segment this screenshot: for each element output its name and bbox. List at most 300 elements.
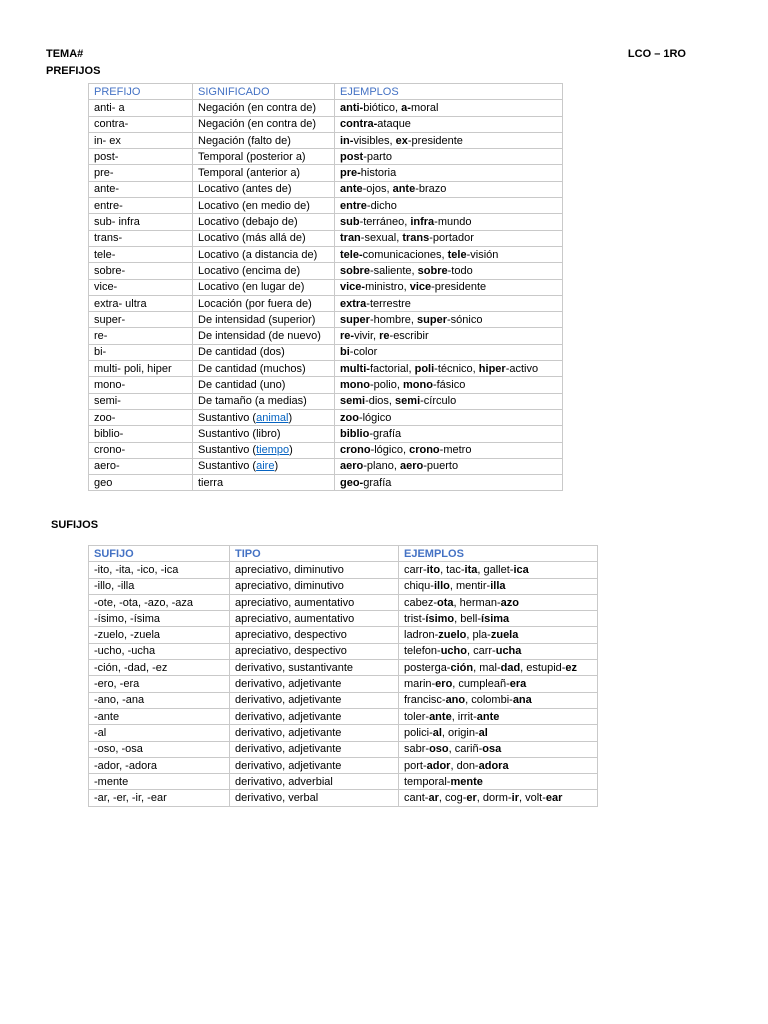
prefix-cell: entre- [89, 198, 193, 214]
meaning-cell [193, 312, 335, 328]
example-text: ladron- [404, 629, 439, 642]
suffix-cell: -ar, -er, -ir, -ear [89, 790, 230, 806]
example-bold: ear [545, 792, 563, 805]
prefix-cell: aero- [89, 458, 193, 474]
example-text: -portador [429, 232, 474, 245]
course-label: LCO – 1RO [627, 48, 686, 60]
examples-cell [399, 757, 598, 773]
examples-cell [335, 426, 563, 442]
example-text: -lógico, [370, 444, 410, 457]
type-cell: apreciativo, diminutivo [230, 578, 399, 594]
table-row [89, 246, 563, 262]
example-text: , mentir- [449, 580, 491, 593]
table-row [89, 132, 563, 148]
example-text: -hombre, [369, 313, 418, 326]
example-link[interactable]: animal [256, 411, 289, 424]
example-text: -parto [363, 150, 392, 163]
example-text: -terrestre [366, 297, 411, 310]
example-text: chiqu- [404, 580, 434, 593]
meaning-text: De cantidad (uno) [198, 378, 286, 391]
meaning-text: Locativo (debajo de) [198, 216, 298, 229]
example-text: -lógico [358, 411, 392, 424]
type-cell: apreciativo, despectivo [230, 643, 399, 659]
examples-cell [399, 725, 598, 741]
meaning-cell [193, 246, 335, 262]
suffix-cell: -oso, -osa [89, 741, 230, 757]
example-text: -activo [505, 362, 539, 375]
example-bold: ota [437, 596, 454, 609]
prefix-cell: sobre- [89, 263, 193, 279]
meaning-text: ) [288, 411, 293, 424]
examples-cell [399, 708, 598, 724]
example-bold: extra [340, 297, 367, 310]
type-cell: derivativo, adverbial [230, 774, 399, 790]
prefix-cell: in- ex [89, 132, 193, 148]
example-text: -plano, [363, 460, 400, 473]
example-bold: ísima [481, 612, 510, 625]
example-text: , mal- [473, 661, 501, 674]
meaning-text: Sustantivo ( [198, 444, 257, 457]
examples-cell [399, 790, 598, 806]
example-text: vivir, [354, 330, 380, 343]
suffix-cell: -al [89, 725, 230, 741]
table-row [89, 475, 563, 491]
example-bold: anti- [340, 101, 364, 114]
examples-cell [399, 692, 598, 708]
example-bold: ano [445, 694, 466, 707]
meaning-text: Locativo (encima de) [198, 264, 301, 277]
example-text: factorial, [369, 362, 415, 375]
example-bold: zuela [490, 629, 519, 642]
type-cell: apreciativo, aumentativo [230, 594, 399, 610]
meaning-text: Temporal (anterior a) [198, 167, 301, 180]
table-row [89, 757, 598, 773]
table-header-row [89, 546, 598, 562]
meaning-text: Locativo (antes de) [198, 183, 292, 196]
example-bold: sobre [417, 264, 448, 277]
examples-cell [335, 377, 563, 393]
table-row [89, 741, 598, 757]
example-text: -mundo [434, 216, 472, 229]
examples-cell [399, 774, 598, 790]
table-row [89, 578, 598, 594]
meaning-cell [193, 377, 335, 393]
example-bold: ante [476, 710, 500, 723]
example-text: , tac- [440, 563, 465, 576]
meaning-text: De cantidad (muchos) [198, 362, 306, 375]
meaning-cell [193, 279, 335, 295]
example-bold: dad [500, 661, 521, 674]
example-bold: er [466, 792, 477, 805]
example-bold: ica [513, 563, 529, 576]
meaning-text: Locativo (a distancia de) [198, 248, 318, 261]
suffix-cell: -zuelo, -zuela [89, 627, 230, 643]
example-text: -ojos, [362, 183, 393, 196]
example-bold: ex [395, 134, 408, 147]
prefix-cell: extra- ultra [89, 295, 193, 311]
examples-cell [335, 409, 563, 425]
example-bold: sobre [340, 264, 370, 277]
example-bold: osa [482, 743, 502, 756]
example-link[interactable]: tiempo [256, 444, 290, 457]
example-bold: tran [340, 232, 361, 245]
example-text: -círculo [420, 395, 457, 408]
topic-label: TEMA# [46, 48, 84, 60]
table-row [89, 611, 598, 627]
example-text: moral [410, 101, 439, 114]
example-text: temporal- [404, 775, 451, 788]
prefix-cell: anti- a [89, 100, 193, 116]
example-text: ministro, [365, 281, 410, 294]
examples-cell [335, 246, 563, 262]
example-bold: adora [478, 759, 509, 772]
examples-cell [335, 214, 563, 230]
example-text: carr- [404, 563, 427, 576]
example-text: -dios, [365, 395, 396, 408]
example-bold: ante [340, 183, 363, 196]
meaning-cell [193, 198, 335, 214]
example-bold: ísimo [425, 612, 455, 625]
example-text: , estupid- [520, 661, 566, 674]
prefix-cell: zoo- [89, 409, 193, 425]
examples-cell [399, 741, 598, 757]
meaning-cell [193, 116, 335, 132]
example-bold: illo [433, 580, 450, 593]
table-row [89, 442, 563, 458]
example-bold: ante [429, 710, 452, 723]
table-row [89, 344, 563, 360]
example-text: -sónico [447, 313, 483, 326]
example-bold: ito [426, 563, 441, 576]
table-row [89, 676, 598, 692]
meaning-text: Locativo (en lugar de) [198, 281, 305, 294]
example-text: cabez- [404, 596, 438, 609]
meaning-text: Negación (falto de) [198, 134, 291, 147]
table-row [89, 295, 563, 311]
example-bold: re [379, 330, 390, 343]
meaning-cell [193, 475, 335, 491]
example-bold: vice [409, 281, 432, 294]
example-bold: azo [500, 596, 519, 609]
example-bold: zoo [340, 411, 359, 424]
example-bold: vice- [340, 281, 366, 294]
examples-cell [399, 627, 598, 643]
example-bold: ana [512, 694, 532, 707]
example-link[interactable]: aire [256, 460, 275, 473]
prefix-cell: contra- [89, 116, 193, 132]
example-text: -metro [439, 444, 472, 457]
example-text: polici- [404, 726, 433, 739]
example-text: , dorm- [476, 792, 512, 805]
examples-cell [399, 562, 598, 578]
example-bold: ante [392, 183, 416, 196]
type-cell: derivativo, verbal [230, 790, 399, 806]
example-text: -presidente [431, 281, 487, 294]
example-text: francisc- [404, 694, 446, 707]
suffix-cell: -illo, -illa [89, 578, 230, 594]
example-text: -visión [466, 248, 499, 261]
prefix-cell: pre- [89, 165, 193, 181]
prefix-cell: sub- infra [89, 214, 193, 230]
example-bold: biblio [340, 427, 370, 440]
example-bold: aero [340, 460, 364, 473]
table-row [89, 312, 563, 328]
table-row [89, 594, 598, 610]
type-cell: apreciativo, diminutivo [230, 562, 399, 578]
table-row [89, 692, 598, 708]
meaning-text: tierra [198, 476, 224, 489]
example-bold: crono [409, 444, 440, 457]
examples-cell [399, 676, 598, 692]
column-header-ejemplos: EJEMPLOS [335, 84, 563, 100]
prefix-cell: mono- [89, 377, 193, 393]
example-bold: tele [447, 248, 467, 261]
column-header-sufijo: SUFIJO [89, 546, 230, 562]
meaning-text: Negación (en contra de) [198, 118, 317, 131]
table-row [89, 643, 598, 659]
example-bold: bi [340, 346, 350, 359]
example-bold: ita [464, 563, 478, 576]
example-bold: mente [450, 775, 483, 788]
table-row [89, 725, 598, 741]
type-cell: derivativo, adjetivante [230, 741, 399, 757]
meaning-cell [193, 181, 335, 197]
column-header-significado: SIGNIFICADO [193, 84, 335, 100]
example-text: -escribir [389, 330, 429, 343]
prefix-cell: biblio- [89, 426, 193, 442]
examples-cell [335, 458, 563, 474]
meaning-text: ) [274, 460, 279, 473]
example-text: historia [360, 167, 397, 180]
suffix-cell: -ucho, -ucha [89, 643, 230, 659]
prefix-cell: geo [89, 475, 193, 491]
meaning-cell [193, 165, 335, 181]
prefix-cell: post- [89, 149, 193, 165]
example-text: cant- [404, 792, 429, 805]
example-bold: semi [340, 395, 366, 408]
suffixes-table [88, 545, 598, 807]
meaning-text: ) [289, 444, 293, 457]
examples-cell [335, 361, 563, 377]
example-text: -dicho [366, 199, 397, 212]
table-row [89, 165, 563, 181]
meaning-cell [193, 295, 335, 311]
example-bold: pre- [340, 167, 361, 180]
table-row [89, 774, 598, 790]
meaning-cell [193, 214, 335, 230]
example-bold: poli [414, 362, 435, 375]
prefix-cell: super- [89, 312, 193, 328]
examples-cell [335, 279, 563, 295]
example-bold: mono [402, 378, 433, 391]
table-row [89, 708, 598, 724]
example-text: posterga- [404, 661, 451, 674]
example-bold: super [417, 313, 448, 326]
table-row [89, 426, 563, 442]
meaning-text: Locativo (en medio de) [198, 199, 310, 212]
table-row [89, 458, 563, 474]
meaning-text: Locación (por fuera de) [198, 297, 312, 310]
meaning-text: De cantidad (dos) [198, 346, 285, 359]
example-text: , herman- [453, 596, 501, 609]
examples-cell [335, 165, 563, 181]
example-text: , cog- [438, 792, 467, 805]
example-bold: trans [402, 232, 430, 245]
example-bold: re- [340, 330, 355, 343]
examples-cell [335, 100, 563, 116]
suffix-cell: -ción, -dad, -ez [89, 660, 230, 676]
table-row [89, 214, 563, 230]
type-cell: derivativo, adjetivante [230, 757, 399, 773]
example-bold: sub [340, 216, 360, 229]
meaning-cell [193, 263, 335, 279]
examples-cell [335, 328, 563, 344]
examples-cell [335, 149, 563, 165]
examples-cell [335, 116, 563, 132]
suffix-cell: -ito, -ita, -ico, -ica [89, 562, 230, 578]
example-bold: ar [428, 792, 439, 805]
example-text: sabr- [404, 743, 430, 756]
type-cell: apreciativo, despectivo [230, 627, 399, 643]
examples-cell [335, 475, 563, 491]
table-row [89, 409, 563, 425]
example-text: -polio, [369, 378, 403, 391]
example-bold: a- [401, 101, 411, 114]
example-text: -sexual, [360, 232, 403, 245]
example-bold: ez [565, 661, 578, 674]
prefix-cell: bi- [89, 344, 193, 360]
example-bold: entre [340, 199, 367, 212]
example-bold: geo- [340, 476, 364, 489]
meaning-cell [193, 458, 335, 474]
example-bold: al [478, 726, 488, 739]
suffix-cell: -ote, -ota, -azo, -aza [89, 594, 230, 610]
examples-cell [335, 442, 563, 458]
example-bold: aero [399, 460, 424, 473]
prefixes-table [88, 83, 563, 491]
table-row [89, 149, 563, 165]
suffix-cell: -ísimo, -ísima [89, 611, 230, 627]
meaning-text: Sustantivo ( [198, 460, 257, 473]
table-row [89, 263, 563, 279]
table-row [89, 198, 563, 214]
meaning-cell [193, 100, 335, 116]
type-cell: derivativo, adjetivante [230, 676, 399, 692]
prefix-cell: re- [89, 328, 193, 344]
examples-cell [335, 393, 563, 409]
type-cell: derivativo, adjetivante [230, 692, 399, 708]
type-cell: derivativo, adjetivante [230, 725, 399, 741]
example-bold: infra [410, 216, 435, 229]
type-cell: derivativo, adjetivante [230, 708, 399, 724]
meaning-cell [193, 328, 335, 344]
example-bold: ero [435, 678, 453, 691]
example-text: , colombi- [465, 694, 513, 707]
examples-cell [335, 181, 563, 197]
examples-cell [335, 312, 563, 328]
meaning-text: De intensidad (de nuevo) [198, 330, 321, 343]
example-text: , cariñ- [448, 743, 483, 756]
meaning-cell [193, 393, 335, 409]
column-header-tipo: TIPO [230, 546, 399, 562]
column-header-ejemplos: EJEMPLOS [399, 546, 598, 562]
example-bold: ador [426, 759, 451, 772]
example-text: , volt- [518, 792, 546, 805]
table-row [89, 230, 563, 246]
table-row [89, 100, 563, 116]
example-bold: zuelo [438, 629, 467, 642]
meaning-cell [193, 344, 335, 360]
example-bold: multi- [340, 362, 370, 375]
example-text: comunicaciones, [362, 248, 448, 261]
meaning-text: Negación (en contra de) [198, 101, 317, 114]
example-text: grafía [363, 476, 392, 489]
type-cell: derivativo, sustantivante [230, 660, 399, 676]
prefix-cell: ante- [89, 181, 193, 197]
meaning-cell [193, 442, 335, 458]
meaning-cell [193, 409, 335, 425]
table-header-row [89, 84, 563, 100]
example-bold: illa [490, 580, 506, 593]
example-bold: ucha [495, 645, 522, 658]
table-row [89, 627, 598, 643]
example-bold: oso [429, 743, 449, 756]
example-bold: tele- [340, 248, 363, 261]
example-text: -grafía [369, 427, 402, 440]
table-row [89, 562, 598, 578]
example-text: , carr- [466, 645, 496, 658]
example-text: marin- [404, 678, 436, 691]
example-text: ataque [377, 118, 411, 131]
example-bold: al [432, 726, 442, 739]
table-row [89, 181, 563, 197]
example-text: visibles, [353, 134, 396, 147]
prefix-cell: crono- [89, 442, 193, 458]
example-bold: era [509, 678, 527, 691]
example-text: -todo [447, 264, 473, 277]
examples-cell [399, 643, 598, 659]
example-text: , bell- [454, 612, 482, 625]
suffix-cell: -ante [89, 708, 230, 724]
table-row [89, 279, 563, 295]
meaning-cell [193, 426, 335, 442]
example-text: , cumpleañ- [452, 678, 510, 691]
example-bold: ucho [440, 645, 467, 658]
example-text: trist- [404, 612, 426, 625]
meaning-text: De tamaño (a medias) [198, 395, 307, 408]
prefix-cell: vice- [89, 279, 193, 295]
meaning-text: Sustantivo (libro) [198, 427, 281, 440]
examples-cell [335, 263, 563, 279]
examples-cell [335, 230, 563, 246]
table-row [89, 660, 598, 676]
meaning-cell [193, 132, 335, 148]
meaning-cell [193, 361, 335, 377]
prefix-cell: trans- [89, 230, 193, 246]
example-text: , irrit- [451, 710, 477, 723]
example-text: telefon- [404, 645, 441, 658]
example-text: , don- [450, 759, 479, 772]
suffixes-heading: SUFIJOS [51, 519, 99, 531]
example-text: toler- [404, 710, 430, 723]
example-bold: semi [395, 395, 421, 408]
example-text: , pla- [466, 629, 491, 642]
example-bold: mono [340, 378, 370, 391]
suffix-cell: -ero, -era [89, 676, 230, 692]
example-bold: ir [511, 792, 519, 805]
examples-cell [399, 660, 598, 676]
examples-cell [399, 611, 598, 627]
